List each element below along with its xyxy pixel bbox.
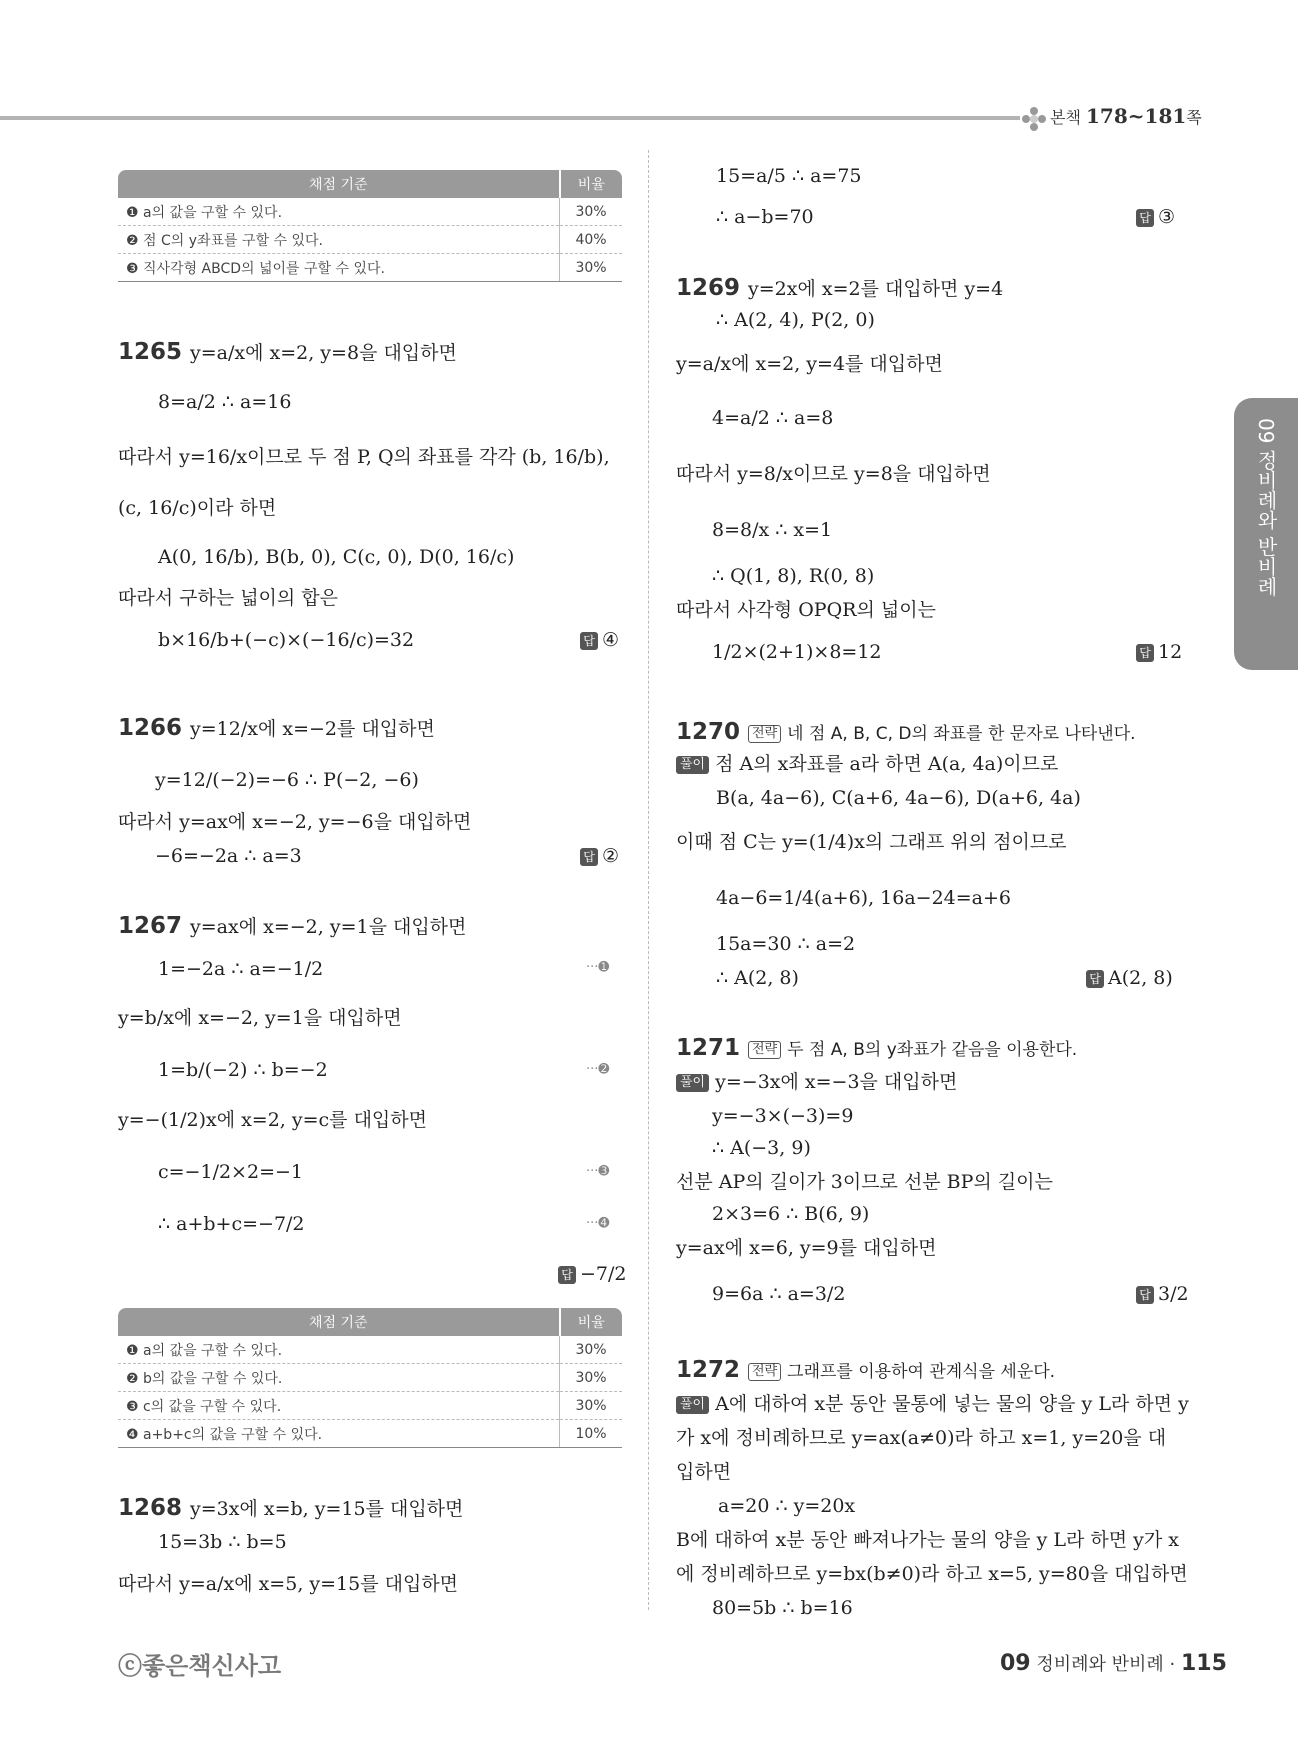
answer-1268 (1136, 205, 1175, 229)
problem-1271-line3: y=−3×(−3)=9 (712, 1105, 854, 1127)
problem-1271-line4: ∴ A(−3, 9) (712, 1137, 811, 1159)
problem-1269-line4: 4=a/2 ∴ a=8 (712, 407, 834, 429)
flower-dots-icon (1022, 107, 1046, 131)
strategy-text: 네 점 A, B, C, D의 좌표를 한 문자로 나타낸다. (787, 724, 1136, 744)
answer-icon: 답 (580, 848, 598, 866)
problem-1272-line7: 에 정비례하므로 y=bx(b≠0)라 하고 x=5, y=80을 대입하면 (676, 1563, 1188, 1585)
strategy-text: 두 점 A, B의 y좌표가 같음을 이용한다. (787, 1040, 1078, 1060)
table-cell: ❶ a의 값을 구할 수 있다. (118, 1336, 560, 1364)
book-ref-prefix: 본책 (1050, 108, 1081, 127)
table-row (118, 198, 622, 226)
answer-value: 3/2 (1158, 1283, 1189, 1305)
problem-1270-line7: ∴ A(2, 8) (716, 967, 799, 989)
problem-number: 1266 (118, 715, 183, 741)
problem-1269-line5: 따라서 y=8/x이므로 y=8을 대입하면 (676, 463, 991, 485)
problem-1268-line3: 따라서 y=a/x에 x=5, y=15를 대입하면 (118, 1573, 459, 1595)
solution-text: y=a/x에 x=2, y=8을 대입하면 (190, 342, 457, 364)
solution-tag: 풀이 (676, 756, 709, 774)
step-marker-1: ···➊ (586, 960, 610, 975)
solution-text: y=−3x에 x=−3을 대입하면 (715, 1071, 958, 1093)
problem-1265-line4: (c, 16/c)이라 하면 (118, 497, 277, 519)
table-cell: 30% (560, 1392, 623, 1420)
problem-1265-line6: 따라서 구하는 넓이의 합은 (118, 587, 339, 609)
table-cell: 30% (560, 254, 623, 282)
table-cell: 10% (560, 1420, 623, 1448)
table-cell: ❸ c의 값을 구할 수 있다. (118, 1392, 560, 1420)
solution-text: y=ax에 x=−2, y=1을 대입하면 (190, 916, 467, 938)
step-marker-2: ···➋ (586, 1062, 610, 1077)
step-marker-4: ···➍ (586, 1216, 610, 1231)
problem-number: 1265 (118, 339, 183, 365)
strategy-text: 그래프를 이용하여 관계식을 세운다. (787, 1362, 1056, 1382)
problem-1268-line5: ∴ a−b=70 (716, 206, 814, 228)
problem-1265-line2: 8=a/2 ∴ a=16 (158, 391, 292, 413)
problem-1270-line6: 15a=30 ∴ a=2 (716, 933, 856, 955)
problem-1267-line3: y=b/x에 x=−2, y=1을 대입하면 (118, 1007, 402, 1029)
problem-1265-line5: A(0, 16/b), B(b, 0), C(c, 0), D(0, 16/c) (158, 546, 515, 568)
solution-text: y=12/x에 x=−2를 대입하면 (190, 718, 435, 740)
chapter-side-tab (1234, 398, 1298, 670)
table-row (118, 254, 622, 282)
problem-1272-line3: 가 x에 정비례하므로 y=ax(a≠0)라 하고 x=1, y=20을 대 (676, 1427, 1167, 1449)
problem-number: 1269 (676, 275, 741, 301)
answer-value: ③ (1158, 206, 1176, 228)
problem-1269-line2: ∴ A(2, 4), P(2, 0) (716, 309, 875, 331)
problem-1271-line1 (676, 1036, 1077, 1062)
problem-number: 1268 (118, 1495, 183, 1521)
table-cell: ❶ a의 값을 구할 수 있다. (118, 198, 560, 226)
problem-1271-line5: 선분 AP의 길이가 3이므로 선분 BP의 길이는 (676, 1171, 1053, 1193)
publisher-logo: ⓒ좋은책신사고 (118, 1652, 282, 1680)
footer-chapter: 09 (1000, 1651, 1031, 1676)
answer-icon: 답 (1086, 970, 1104, 988)
problem-1272-line6: B에 대하여 x분 동안 빠져나가는 물의 양을 y L라 하면 y가 x (676, 1529, 1179, 1551)
strategy-tag: 전략 (748, 725, 781, 743)
table-head-criteria: 채점 기준 (118, 1308, 560, 1336)
book-ref-suffix: 쪽 (1186, 108, 1202, 127)
solution-tag: 풀이 (676, 1074, 709, 1092)
solution-text: y=3x에 x=b, y=15를 대입하면 (190, 1498, 464, 1520)
problem-1266-line3: 따라서 y=ax에 x=−2, y=−6을 대입하면 (118, 811, 472, 833)
problem-number: 1272 (676, 1357, 741, 1383)
problem-1269-line8: 따라서 사각형 OPQR의 넓이는 (676, 599, 936, 621)
book-page-reference (1022, 104, 1202, 131)
problem-1271-line7: y=ax에 x=6, y=9를 대입하면 (676, 1237, 937, 1259)
problem-1270-line5: 4a−6=1/4(a+6), 16a−24=a+6 (716, 887, 1012, 909)
answer-icon: 답 (580, 632, 598, 650)
answer-1267 (558, 1262, 627, 1286)
problem-1268-line4: 15=a/5 ∴ a=75 (716, 165, 862, 187)
problem-1271-line6: 2×3=6 ∴ B(6, 9) (712, 1203, 870, 1225)
table-cell: ❹ a+b+c의 값을 구할 수 있다. (118, 1420, 560, 1448)
side-tab-label: 09 정비례와 반비례 (1254, 418, 1278, 597)
problem-1269-line9: 1/2×(2+1)×8=12 (712, 641, 882, 663)
problem-1272-line8: 80=5b ∴ b=16 (712, 1597, 853, 1619)
solution-text: 점 A의 x좌표를 a라 하면 A(a, 4a)이므로 (715, 753, 1059, 775)
problem-1270-line2 (676, 752, 1058, 776)
problem-1266-line2: y=12/(−2)=−6 ∴ P(−2, −6) (155, 769, 419, 791)
answer-icon: 답 (1136, 209, 1154, 227)
table-row (118, 226, 622, 254)
scoring-table-1 (118, 170, 622, 282)
table-cell: 30% (560, 198, 623, 226)
answer-1269 (1136, 640, 1182, 664)
problem-1272-line4: 입하면 (676, 1461, 732, 1483)
strategy-tag: 전략 (748, 1041, 781, 1059)
problem-1267-line2: 1=−2a ∴ a=−1/2 (158, 958, 324, 980)
problem-1267-line1 (118, 914, 466, 939)
answer-value: 12 (1158, 641, 1183, 663)
answer-icon: 답 (558, 1266, 576, 1284)
problem-1269-line6: 8=8/x ∴ x=1 (712, 519, 833, 541)
problem-1267-line6: c=−1/2×2=−1 (158, 1161, 303, 1183)
problem-1272-line1 (676, 1358, 1055, 1384)
strategy-tag: 전략 (748, 1363, 781, 1381)
problem-1268-line1 (118, 1496, 463, 1521)
header-rule (0, 116, 1020, 120)
table-cell: ❷ 점 C의 y좌표를 구할 수 있다. (118, 226, 560, 254)
problem-1272-line2 (676, 1392, 1189, 1416)
problem-1268-line2: 15=3b ∴ b=5 (158, 1531, 287, 1553)
problem-1267-line7: ∴ a+b+c=−7/2 (158, 1213, 305, 1235)
answer-1265 (580, 628, 619, 652)
table-cell: 30% (560, 1336, 623, 1364)
table-row (118, 1420, 622, 1448)
problem-number: 1270 (676, 719, 741, 745)
problem-1265-line1 (118, 340, 457, 365)
scoring-table-2 (118, 1308, 622, 1448)
problem-1266-line4: −6=−2a ∴ a=3 (155, 845, 302, 867)
answer-icon: 답 (1136, 1286, 1154, 1304)
table-row (118, 1336, 622, 1364)
answer-value: ② (602, 845, 620, 867)
problem-1267-line5: y=−(1/2)x에 x=2, y=c를 대입하면 (118, 1109, 427, 1131)
problem-1265-line3: 따라서 y=16/x이므로 두 점 P, Q의 좌표를 각각 (b, 16/b), (118, 446, 610, 468)
solution-tag: 풀이 (676, 1396, 709, 1414)
problem-number: 1271 (676, 1035, 741, 1061)
table-head-ratio: 비율 (560, 1308, 623, 1336)
table-row (118, 1392, 622, 1420)
problem-1270-line1 (676, 720, 1136, 746)
problem-1269-line1 (676, 276, 1003, 301)
solution-text: y=2x에 x=2를 대입하면 y=4 (748, 278, 1004, 300)
answer-value: A(2, 8) (1108, 967, 1173, 989)
page-number: 115 (1180, 1651, 1227, 1676)
problem-1270-line3: B(a, 4a−6), C(a+6, 4a−6), D(a+6, 4a) (716, 787, 1081, 809)
problem-number: 1267 (118, 913, 183, 939)
page-footer: 09 정비례와 반비례 · 115 (1000, 1651, 1227, 1676)
footer-chapter-title: 정비례와 반비례 (1036, 1654, 1164, 1675)
answer-value: −7/2 (580, 1263, 627, 1285)
answer-icon: 답 (1136, 644, 1154, 662)
problem-1270-line4: 이때 점 C는 y=(1/4)x의 그래프 위의 점이므로 (676, 831, 1067, 853)
problem-1266-line1 (118, 716, 435, 741)
problem-1269-line3: y=a/x에 x=2, y=4를 대입하면 (676, 353, 943, 375)
book-ref-pages: 178~181 (1086, 104, 1187, 128)
answer-value: ④ (602, 629, 620, 651)
problem-1267-line4: 1=b/(−2) ∴ b=−2 (158, 1059, 328, 1081)
problem-1271-line8: 9=6a ∴ a=3/2 (712, 1283, 846, 1305)
step-marker-3: ···➌ (586, 1164, 610, 1179)
table-cell: ❷ b의 값을 구할 수 있다. (118, 1364, 560, 1392)
problem-1265-line7: b×16/b+(−c)×(−16/c)=32 (158, 629, 415, 651)
answer-1271 (1136, 1282, 1189, 1306)
column-separator (648, 150, 649, 1610)
table-head-criteria: 채점 기준 (118, 170, 560, 198)
problem-1272-line5: a=20 ∴ y=20x (718, 1495, 856, 1517)
table-cell: 40% (560, 226, 623, 254)
solution-text: A에 대하여 x분 동안 물통에 넣는 물의 양을 y L라 하면 y (715, 1393, 1189, 1415)
problem-1269-line7: ∴ Q(1, 8), R(0, 8) (712, 565, 875, 587)
table-cell: 30% (560, 1364, 623, 1392)
problem-1271-line2 (676, 1070, 957, 1094)
answer-1266 (580, 844, 619, 868)
table-row (118, 1364, 622, 1392)
answer-1270 (1086, 966, 1173, 990)
table-head-ratio: 비율 (560, 170, 623, 198)
table-cell: ❸ 직사각형 ABCD의 넓이를 구할 수 있다. (118, 254, 560, 282)
